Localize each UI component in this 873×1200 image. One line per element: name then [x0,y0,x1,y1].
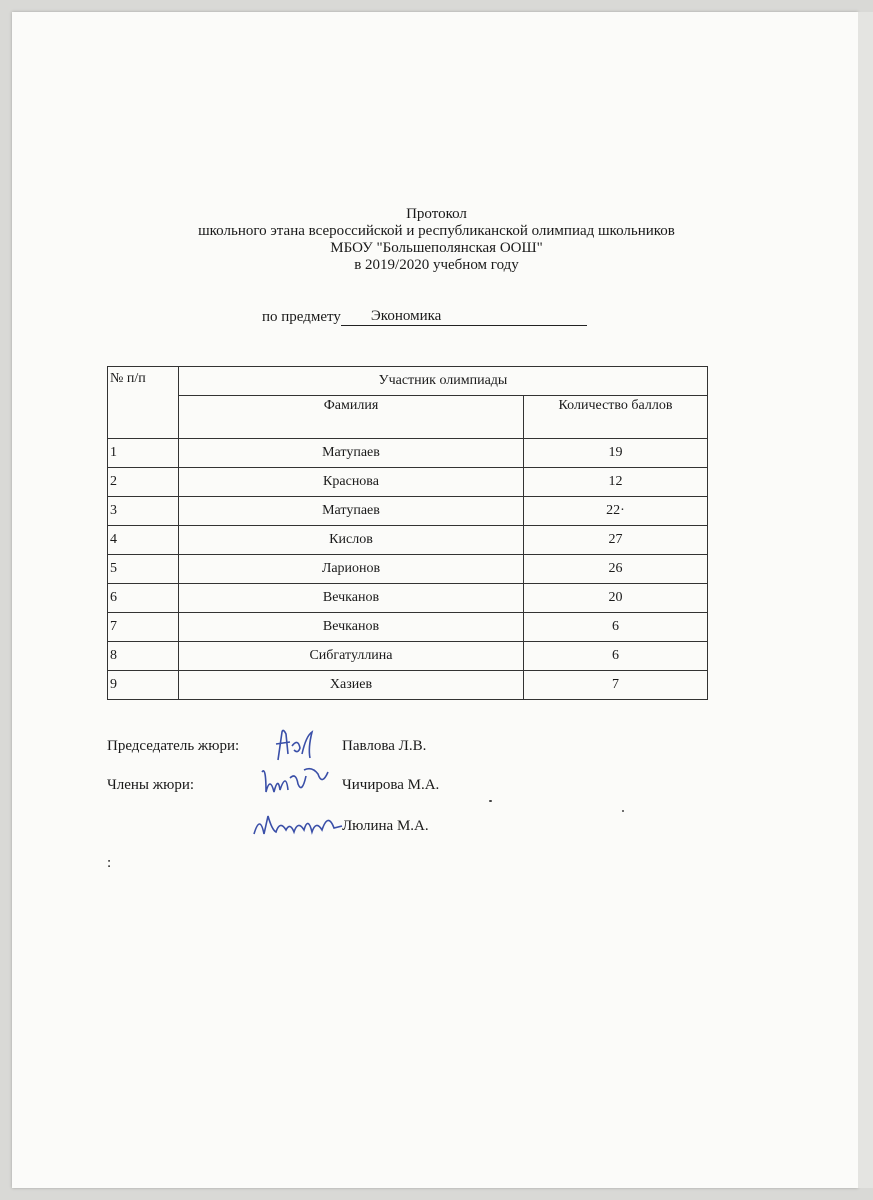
row-score: 20 [524,584,708,613]
row-number: 3 [108,497,179,526]
row-score: 6 [524,613,708,642]
row-surname: Сибгатуллина [179,642,524,671]
heading-line-year: в 2019/2020 учебном году [354,257,519,273]
table-subheader-row [108,396,708,439]
table-row [108,555,708,584]
row-score: 12 [524,468,708,497]
table-row [108,439,708,468]
row-score: 19 [524,439,708,468]
row-number: 9 [108,671,179,700]
subject-value: Экономика [370,308,442,324]
heading-line-olympiad: школьного этана всероссийской и республиканской олимпиад школьников [198,223,675,239]
row-surname: Матупаев [179,497,524,526]
row-number: 1 [108,439,179,468]
row-score: 6 [524,642,708,671]
row-number: 8 [108,642,179,671]
jury-members-label: Члены жюри: [107,777,195,793]
table-row [108,526,708,555]
subject-line [262,308,587,326]
paper-speck [622,810,624,812]
table-row [108,497,708,526]
chair-signature [268,724,318,764]
trailing-mark: : [107,855,112,871]
table-row [108,642,708,671]
row-score: 22· [524,497,708,526]
jury-chair-label: Председатель жюри: [107,738,240,754]
member1-signature [258,762,338,802]
header-surname: Фамилия [179,396,524,439]
results-table [107,366,708,700]
row-number: 7 [108,613,179,642]
jury-member-1: Чичирова М.А. [342,777,440,793]
document-heading [0,206,873,274]
row-number: 2 [108,468,179,497]
jury-chair-name: Павлова Л.В. [342,738,427,754]
row-score: 7 [524,671,708,700]
page-edge [858,12,873,1188]
row-surname: Вечканов [179,613,524,642]
row-surname: Матупаев [179,439,524,468]
header-number: № п/п [108,367,179,439]
subject-underline [341,308,587,326]
document-title: Протокол [406,206,467,222]
row-surname: Краснова [179,468,524,497]
jury-member-2: Люлина М.А. [342,818,429,834]
row-surname: Ларионов [179,555,524,584]
row-number: 6 [108,584,179,613]
row-surname: Кислов [179,526,524,555]
row-number: 4 [108,526,179,555]
paper-speck [489,800,492,802]
table-row [108,613,708,642]
table-header-row [108,367,708,396]
header-participant: Участник олимпиады [179,367,708,396]
subject-label: по предмету [262,309,341,325]
table-row [108,468,708,497]
member2-signature [250,808,350,844]
table-row [108,671,708,700]
row-number: 5 [108,555,179,584]
row-score: 27 [524,526,708,555]
heading-line-school: МБОУ "Большеполянская ООШ" [330,240,543,256]
header-score: Количество баллов [524,396,708,439]
table-row [108,584,708,613]
row-score: 26 [524,555,708,584]
row-surname: Вечканов [179,584,524,613]
table-body [108,439,708,700]
row-surname: Хазиев [179,671,524,700]
